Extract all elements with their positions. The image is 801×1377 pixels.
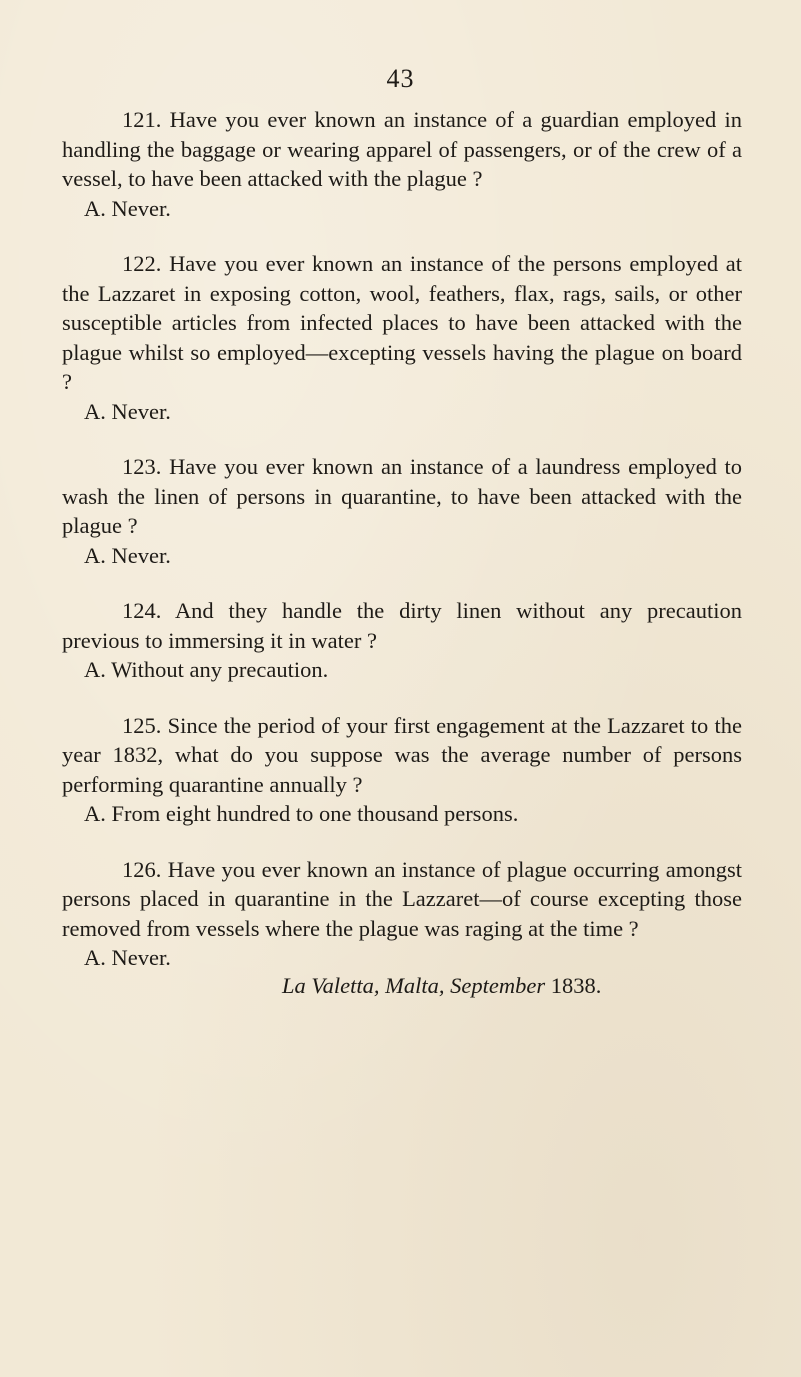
answer-text: A. Never.	[84, 398, 171, 424]
answer-text: A. Never.	[84, 195, 171, 221]
question-body: And they handle the dirty linen without any precaution previous to immersing it in water ?	[62, 598, 742, 653]
page-number: 43	[386, 64, 415, 93]
question-text	[62, 105, 742, 194]
question-text	[62, 249, 742, 397]
signature-place: La Valetta, Malta, September	[282, 972, 546, 998]
question-number: 121.	[122, 107, 162, 132]
answer-text: A. Without any precaution.	[84, 657, 329, 682]
question-body: Since the period of your first engagement at the Lazzaret to the year 1832, what do you suppose was the average number of persons performing quarantine annually ?	[62, 712, 742, 797]
qa-entry	[62, 711, 742, 829]
answer-text: A. Never.	[84, 945, 171, 970]
question-body: Have you ever known an instance of the persons employed at the Lazzaret in exposing cotton, wool, feathers, flax, rags, sails, or other susceptible articles from infected places to have been attacked with the plague whilst so employed—excepting vessels having the plague on board ?	[62, 251, 742, 394]
qa-entry	[62, 452, 742, 570]
signature-year: 1838.	[550, 972, 602, 998]
qa-entry	[62, 855, 742, 973]
question-number: 123.	[122, 454, 162, 479]
answer-text: A. From eight hundred to one thousand persons.	[84, 801, 519, 826]
qa-entry	[62, 105, 742, 223]
qa-entry	[62, 596, 742, 685]
answer-text: A. Never.	[84, 542, 171, 568]
question-text	[62, 711, 742, 800]
question-number: 126.	[122, 856, 162, 882]
question-text	[62, 855, 742, 944]
question-body: Have you ever known an instance of a guardian employed in handling the baggage or wearing apparel of passengers, or of the crew of a vessel, to have been attacked with the plague ?	[62, 107, 742, 191]
question-text	[62, 452, 742, 541]
question-body: Have you ever known an instance of plague occurring amongst persons placed in quarantine in the Lazzaret—of course excepting those removed from vessels where the plague was raging at the time ?	[62, 856, 742, 941]
question-number: 124.	[122, 598, 162, 623]
question-body: Have you ever known an instance of a laundress employed to wash the linen of persons in quarantine, to have been attacked with the plague ?	[62, 454, 742, 538]
question-number: 125.	[122, 712, 162, 738]
question-list	[62, 105, 742, 1000]
signature-line	[62, 971, 742, 1001]
question-text	[62, 596, 742, 655]
qa-entry	[62, 249, 742, 426]
question-number: 122.	[122, 251, 162, 276]
